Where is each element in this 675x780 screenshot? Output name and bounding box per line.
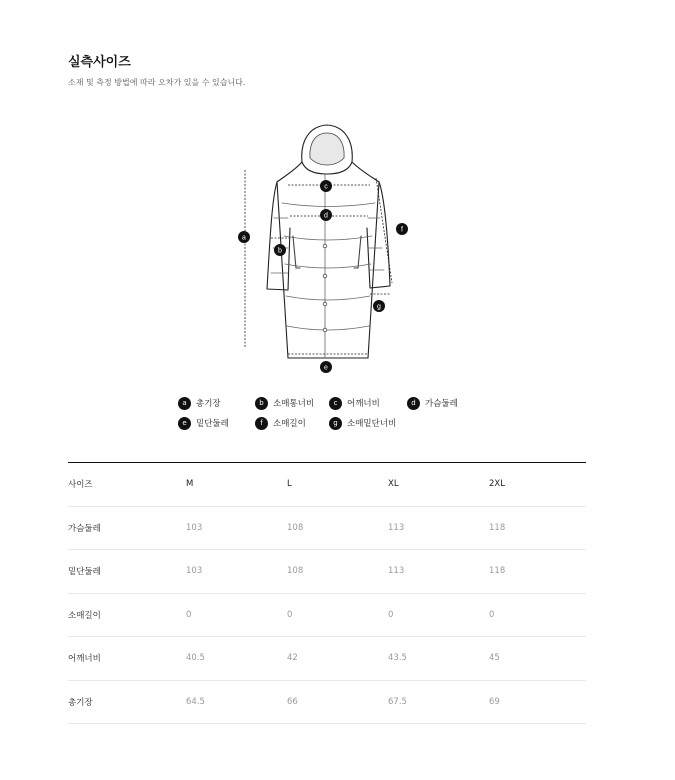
table-row	[68, 594, 586, 638]
svg-text:d: d	[324, 212, 328, 220]
size-table	[68, 462, 586, 724]
legend-label: 밑단둘레	[196, 419, 229, 429]
legend-badge: f	[255, 417, 268, 430]
legend-badge: c	[329, 397, 342, 410]
coat-button	[323, 244, 327, 248]
table-header-row	[68, 463, 586, 507]
table-cell: 66	[287, 696, 298, 707]
row-label: 밑단둘레	[68, 567, 101, 578]
legend-item-g	[329, 417, 396, 430]
table-cell: 113	[388, 522, 405, 533]
coat-button	[323, 328, 327, 332]
legend-item-c	[329, 397, 407, 410]
legend-label: 소매통너비	[273, 399, 315, 409]
legend-item-a	[178, 397, 255, 410]
table-cell: 69	[489, 696, 500, 707]
legend-badge: a	[178, 397, 191, 410]
legend-label: 소매밑단너비	[347, 419, 397, 429]
table-cell: 42	[287, 653, 298, 664]
legend-badge: b	[255, 397, 268, 410]
left-pocket	[293, 236, 300, 268]
legend-badge: d	[407, 397, 420, 410]
table-cell: 67.5	[388, 696, 407, 707]
marker-f	[396, 223, 408, 235]
measurement-legend	[178, 393, 498, 433]
legend-item-b	[255, 397, 329, 410]
table-cell: 0	[489, 609, 495, 620]
svg-text:a: a	[242, 234, 246, 242]
table-cell: 103	[186, 566, 203, 577]
coat-hood-inner	[310, 133, 344, 165]
legend-label: 가슴둘레	[425, 399, 458, 409]
row-label: 소매길이	[68, 610, 101, 621]
marker-c	[320, 180, 332, 192]
legend-label: 어깨너비	[347, 399, 380, 409]
table-cell: 40.5	[186, 653, 205, 664]
table-cell: 118	[489, 566, 506, 577]
page-title: 실측사이즈	[68, 55, 131, 70]
coat-measurement-diagram	[230, 118, 440, 380]
table-row	[68, 681, 586, 725]
table-cell: 0	[287, 609, 293, 620]
coat-button	[323, 302, 327, 306]
page-subtitle: 소재 및 측정 방법에 따라 오차가 있을 수 있습니다.	[68, 78, 246, 87]
legend-label: 소매길이	[273, 419, 306, 429]
coat-button	[323, 274, 327, 278]
table-header-cell: M	[186, 479, 194, 490]
svg-text:e: e	[324, 364, 328, 372]
right-pocket	[354, 236, 361, 268]
table-cell: 0	[186, 609, 192, 620]
legend-row	[178, 393, 498, 413]
table-cell: 45	[489, 653, 500, 664]
legend-item-d	[407, 397, 458, 410]
table-cell: 118	[489, 522, 506, 533]
legend-item-f	[255, 417, 329, 430]
table-row	[68, 550, 586, 594]
table-cell: 108	[287, 566, 304, 577]
row-label: 어깨너비	[68, 654, 101, 665]
table-cell: 64.5	[186, 696, 205, 707]
table-header-cell: XL	[388, 479, 399, 490]
marker-g	[373, 300, 385, 312]
row-label: 가슴둘레	[68, 523, 101, 534]
legend-label: 총기장	[196, 399, 221, 409]
marker-d	[320, 209, 332, 221]
table-cell: 0	[388, 609, 394, 620]
table-row	[68, 637, 586, 681]
svg-text:f: f	[401, 226, 403, 234]
marker-a	[238, 231, 250, 243]
svg-text:b: b	[278, 247, 282, 255]
legend-row	[178, 413, 498, 433]
table-cell: 103	[186, 522, 203, 533]
legend-badge: e	[178, 417, 191, 430]
table-cell: 43.5	[388, 653, 407, 664]
legend-badge: g	[329, 417, 342, 430]
table-cell: 108	[287, 522, 304, 533]
svg-text:c: c	[324, 183, 328, 191]
row-label: 총기장	[68, 697, 93, 708]
table-row	[68, 507, 586, 551]
table-header-cell: 사이즈	[68, 480, 93, 491]
table-header-cell: L	[287, 479, 292, 490]
table-header-cell: 2XL	[489, 479, 505, 490]
legend-item-e	[178, 417, 255, 430]
marker-e	[320, 361, 332, 373]
marker-b	[274, 244, 286, 256]
table-cell: 113	[388, 566, 405, 577]
svg-text:g: g	[377, 303, 381, 311]
